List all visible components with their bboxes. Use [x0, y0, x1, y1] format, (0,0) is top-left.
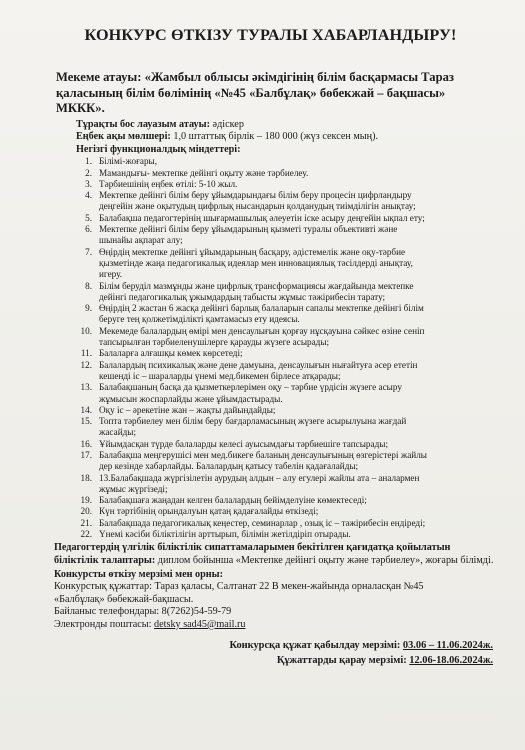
- duty-item: [46, 529, 495, 540]
- duties-list: [46, 156, 495, 540]
- duty-number: 16.: [80, 438, 92, 449]
- duty-number: 15.: [80, 416, 92, 427]
- duty-number: 11.: [80, 348, 92, 359]
- duty-text: Балабақша меңгерушісі мен мед.бикеге баланың денсаулығының өзгерістері жайлы дер кезінде хабарлайды. Балалардың қатысу табелін қадағалайды;: [99, 450, 427, 472]
- duty-number: 12.: [80, 359, 92, 370]
- organization-label: Мекеме атауы:: [56, 70, 142, 84]
- duty-number: 19.: [80, 495, 92, 506]
- requirements-paragraph: [54, 542, 495, 567]
- salary-line: [76, 131, 495, 144]
- duty-text: Балабақша педагогтерінің шығармашылық әлеуетін іске асыру деңгейін ықпал ету;: [99, 212, 425, 223]
- duty-item: [46, 348, 495, 359]
- duty-number: 20.: [80, 506, 92, 517]
- duty-text: Мекемеде балалардың өмірі мен денсаулығын қорғау нұсқауына сәйкес өзіне сеніп тапсырылған тәрбиеленушілерге қарауды жүзеге асырады;: [99, 325, 425, 348]
- requirements-label: Педагогтердің үлгілік біліктілік сипаттамаларымен бекітілген қағидатқа қойылатын біліктілік талаптары:: [54, 542, 451, 566]
- duties-heading: Негізгі функционалдық міндеттері:: [76, 143, 241, 155]
- vacancy-line: [76, 119, 495, 132]
- vacancy-label: Тұрақты бос лауазым атауы:: [76, 118, 210, 130]
- duty-item: [46, 382, 495, 405]
- email-link[interactable]: detsky sad45@mail.ru: [154, 618, 246, 630]
- duty-text: Балалардың психикалық және дене дамуына, денсаулығын нығайтуға әсер ететін кешенді іс – шараларды үнемі мед.бикемен бірлесе атқарады;: [99, 359, 418, 381]
- duty-item: [46, 224, 495, 247]
- duty-item: [46, 473, 495, 496]
- duty-number: 22.: [80, 529, 92, 540]
- duty-number: 17.: [80, 450, 92, 460]
- duty-item: [46, 303, 495, 326]
- duty-number: 21.: [80, 517, 92, 528]
- duty-text: Оқу іс – әрекетіне жан – жақты дайындайды;: [99, 404, 276, 415]
- duty-number: 13.: [80, 382, 92, 393]
- duty-text: Мектепке дейінгі білім беру ұйымдарындағы білім беру процесін цифрландыру деңгейін және оқытудың цифрлық нысандарын қолданудың тиімділігін анықтау;: [99, 190, 416, 212]
- duty-item: [46, 360, 495, 383]
- duty-text: Балабақшаның басқа да қызметкерлерімен оқу – тәрбие үрдісін жүзеге асыру жұмысын жоспарлайды және ұйымдастырады.: [99, 382, 402, 404]
- duty-text: 13.Балабақшада жүргізілетін аурудың алдын – алу егулері жайлы ата – аналармен жұмыс жүргізеді;: [99, 472, 420, 494]
- duty-text: Балабақшада педагогикалық кеңестер, семинарлар , озық іс – тәжірибесін ендіреді;: [99, 517, 426, 528]
- salary-value: 1,0 штаттық бірлік – 180 000 (жүз сексен мың).: [173, 131, 379, 143]
- duty-number: 5.: [85, 212, 92, 223]
- duty-text: Тәрбиешінің еңбек өтілі: 5-10 жыл.: [99, 178, 238, 189]
- duty-number: 10.: [80, 325, 92, 336]
- duty-item: [46, 416, 495, 439]
- duty-item: [46, 190, 495, 213]
- duty-text: Ұйымдасқан түрде балаларды келесі ауысымдағы тәрбиешіге тапсырады;: [99, 438, 389, 449]
- deadlines-block: [46, 638, 493, 668]
- vacancy-value: әдіскер: [212, 118, 244, 130]
- duty-item: [46, 213, 495, 224]
- review-dates: 12.06-18.06.2024ж.: [409, 654, 493, 666]
- duty-item: [46, 281, 495, 304]
- duty-item: [46, 326, 495, 349]
- duty-text: Үнемі кәсіби біліктілігін арттырып, білімін жетілдіріп отырады.: [99, 529, 351, 540]
- review-deadline: [46, 653, 493, 668]
- duty-number: 18.: [80, 472, 92, 483]
- duty-text: Күн тәртібінің орындалуын қатаң қадағалайды өткізеді;: [99, 506, 319, 517]
- duty-text: Балабақшаға жаңадан келген балалардың бейімделуіне көмектеседі;: [99, 495, 367, 506]
- page-title: КОНКУРС ӨТКІЗУ ТУРАЛЫ ХАБАРЛАНДЫРУ!: [84, 26, 457, 44]
- duty-number: 14.: [80, 404, 92, 415]
- email-label: Электронды поштасы:: [54, 618, 155, 630]
- contact-phone: Байланыс телефондары: 8(7262)54-59-79: [54, 606, 232, 618]
- duty-item: [46, 247, 495, 281]
- duty-text: Өңірдің мектепке дейінгі ұйымдарының басқару, әдістемелік және оқу-тәрбие қызметінде жаңа педагогикалық идеялар мен инновациялық тәсілдерді анықтау, игеру.: [99, 246, 413, 280]
- duty-text: Мамандығы- мектепке дейінгі оқыту және тәрбиелеу.: [99, 167, 309, 178]
- duty-text: Топта тәрбиелеу мен білім беру бағдарламасының жүзеге асырылуына жағдай жасайды;: [99, 416, 407, 438]
- duty-item: [46, 156, 495, 167]
- duty-number: 2.: [85, 167, 92, 178]
- salary-label: Еңбек ақы мөлшері:: [76, 131, 171, 143]
- duty-item: [46, 439, 495, 450]
- duty-number: 4.: [85, 190, 92, 201]
- duty-text: Мектепке дейінгі білім беру ұйымдарының қызметі туралы объективті және шынайы ақпарат алу;: [99, 224, 398, 246]
- duty-number: 8.: [85, 280, 92, 291]
- requirements-text: диплом бойынша «Мектепке дейінгі оқыту және тәрбиелеу», жоғары білімді.: [155, 554, 494, 566]
- duty-text: Балаларға алғашқы көмек көрсетеді;: [99, 348, 243, 359]
- duty-number: 3.: [85, 178, 92, 189]
- accept-deadline: [46, 638, 493, 653]
- accept-dates: 03.06 – 11.06.2024ж.: [402, 639, 493, 651]
- documents-address: Конкурстық құжаттар: Тараз қаласы, Салтанат 22 В мекен-жайында орналасқан №45 «Балбұлақ» бөбекжай-бақшасы.: [54, 581, 424, 605]
- email-line: [54, 619, 495, 632]
- duty-item: [46, 450, 495, 473]
- duty-item: [46, 179, 495, 190]
- organization-name: «Жамбыл облысы әкімдігінің білім басқармасы Тараз қаласының білім бөлімінің «№45 «Балбұлақ» бөбекжай – бақшасы» МККК».: [56, 70, 454, 115]
- duty-text: Өңірдің 2 жастан 6 жасқа дейінгі барлық балаларын сапалы мектепке дейінгі білім беруге тең қолжетімділікті қамтамасыз ету идеясы.: [99, 303, 424, 325]
- organization-block: [56, 70, 495, 117]
- duty-number: 6.: [85, 224, 92, 235]
- duty-text: Білімі-жоғары,: [99, 156, 158, 167]
- duty-number: 1.: [85, 156, 92, 167]
- duty-item: [46, 405, 495, 416]
- accept-label: Конкурсқа құжат қабылдау мерзімі:: [229, 639, 403, 651]
- duty-item: [46, 518, 495, 529]
- duty-text: Білім беруділ мазмұнды және цифрлық трансформациясы жағдайында мектепке дейінгі педагогикалық ұжымдардың табысты жұмыс тәжірибесін тарату;: [99, 280, 414, 302]
- review-label: Құжаттарды қарау мерзімі:: [276, 654, 410, 666]
- duty-number: 9.: [85, 303, 92, 314]
- duty-item: [46, 495, 495, 506]
- duty-item: [46, 168, 495, 179]
- place-heading: Конкурсты өткізу мерзімі мен орны:: [54, 568, 224, 580]
- duty-item: [46, 506, 495, 517]
- duty-number: 7.: [85, 246, 92, 257]
